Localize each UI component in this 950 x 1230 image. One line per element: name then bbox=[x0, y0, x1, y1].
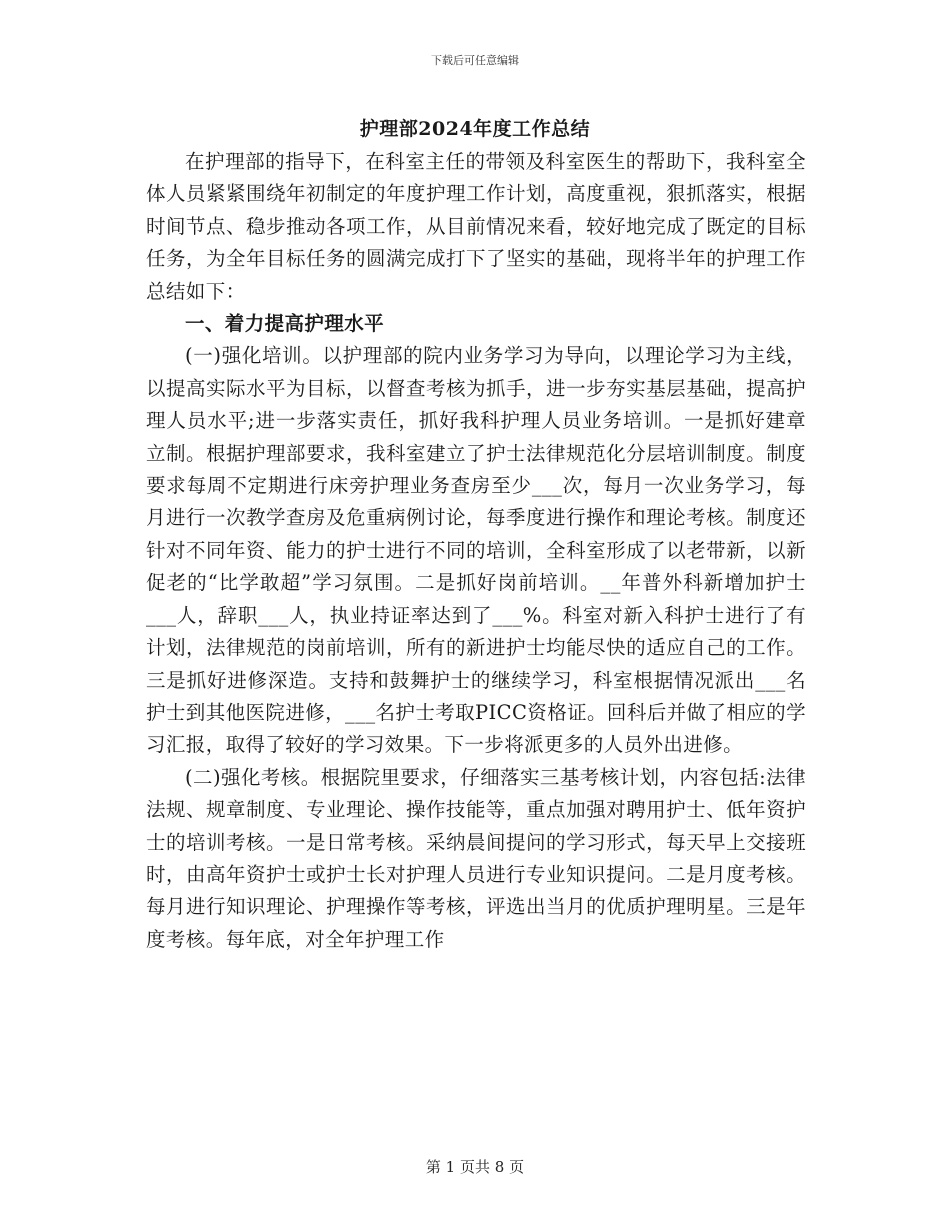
document-body bbox=[146, 146, 806, 956]
training-paragraph: (一)强化培训。以护理部的院内业务学习为导向，以理论学习为主线，以提高实际水平为目标，以督查考核为抓手，进一步夯实基层基础，提高护理人员水平;进一步落实责任，抓好我科护理人员业务培训。一是抓好建章立制。根据护理部要求，我科室建立了护士法律规范化分层培训制度。制度要求每周不定期进行床旁护理业务查房至少___次，每月一次业务学习，每月进行一次教学查房及危重病例讨论，每季度进行操作和理论考核。制度还针对不同年资、能力的护士进行不同的培训，全科室形成了以老带新，以新促老的“比学敢超”学习氛围。二是抓好岗前培训。__年普外科新增加护士___人，辞职___人，执业持证率达到了___%。科室对新入科护士进行了有计划，法律规范的岗前培训，所有的新进护士均能尽快的适应自己的工作。三是抓好进修深造。支持和鼓舞护士的继续学习，科室根据情况派出___名护士到其他医院进修，___名护士考取PICC资格证。回科后并做了相应的学习汇报，取得了较好的学习效果。下一步将派更多的人员外出进修。 bbox=[146, 344, 806, 757]
header-note: 下载后可任意编辑 bbox=[431, 54, 519, 67]
assessment-paragraph: (二)强化考核。根据院里要求，仔细落实三基考核计划，内容包括:法律法规、规章制度、专业理论、操作技能等，重点加强对聘用护士、低年资护士的培训考核。一是日常考核。采纳晨间提问的学习形式，每天早上交接班时，由高年资护士或护士长对护理人员进行专业知识提问。二是月度考核。每月进行知识理论、护理操作等考核，评选出当月的优质护理明星。三是年度考核。每年底，对全年护理工作 bbox=[146, 765, 806, 951]
page-number: 第 1 页共 8 页 bbox=[425, 1158, 525, 1176]
document-title: 护理部2024年度工作总结 bbox=[359, 118, 591, 140]
section-heading: 一、着力提高护理水平 bbox=[185, 312, 385, 336]
intro-paragraph: 在护理部的指导下，在科室主任的带领及科室医生的帮助下，我科室全体人员紧紧围绕年初制定的年度护理工作计划，高度重视，狠抓落实，根据时间节点、稳步推动各项工作，从目前情况来看，较好地完成了既定的目标任务，为全年目标任务的圆满完成打下了坚实的基础，现将半年的护理工作总结如下： bbox=[146, 150, 806, 303]
